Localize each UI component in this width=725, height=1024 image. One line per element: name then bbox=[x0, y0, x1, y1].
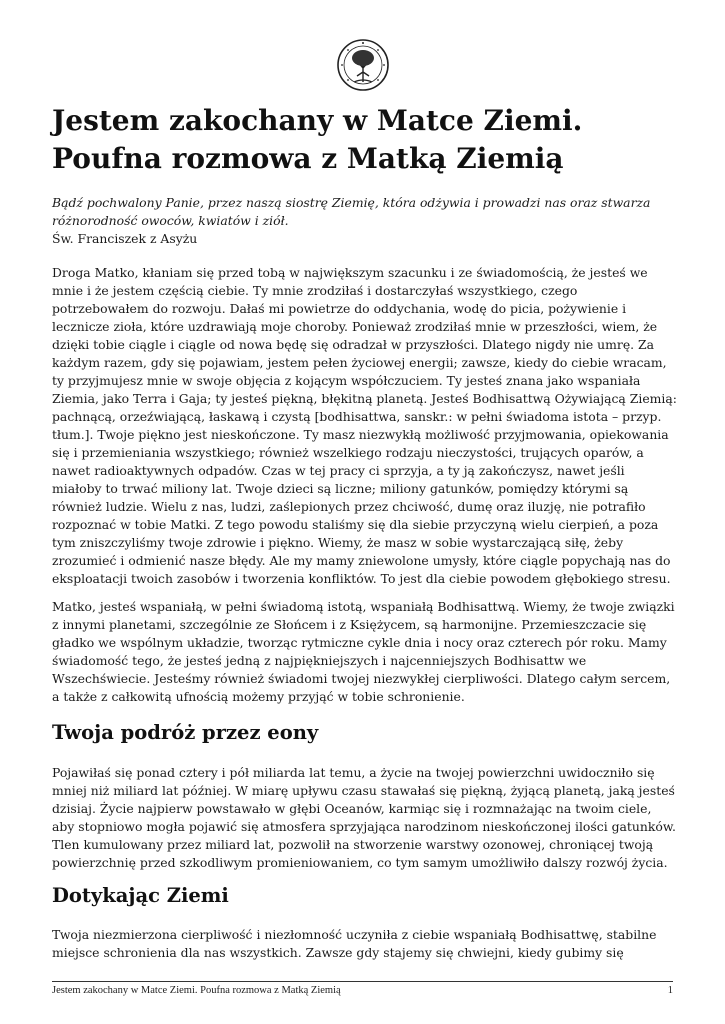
page-number: 1 bbox=[667, 985, 673, 996]
section-paragraph: Twoja niezmierzona cierpliwość i niezłomność uczyniła z ciebie wspaniałą Bodhisattwę, stabilne miejsce schronienia dla nas wszystkich. Zawsze gdy stajemy się chwiejni, kiedy gubimy się bbox=[52, 927, 657, 960]
epigraph-text: Bądź pochwalony Panie, przez naszą siostrę Ziemię, która odżywia i prowadzi nas oraz stwarza różnorodność owoców, kwiatów i ziół. bbox=[52, 195, 651, 228]
epigraph-author: Św. Franciszek z Asyżu bbox=[52, 231, 198, 246]
section-paragraph: Pojawiłaś się ponad cztery i pół miliarda lat temu, a życie na twojej powierzchni uwidoczniło się mniej niż miliard lat później. W miarę upływu czasu stawałaś się piękną, żyjącą planetą, jaką jesteś dzisiaj. Życie najpierw powstawało w głębi Oceanów, karmiąc się i rozmnażając na twoim ciele, aby stopniowo mogła pojawić się atmosfera sprzyjająca narodzinom nieskończonej ilości gatunków. Tlen kumulowany przez miliard lat, pozwolił na stworzenie warstwy ozonowej, chroniącej twoją powierzchnię przed szkodliwym promieniowaniem, co tym samym umożliwiło dalszy rozwój życia. bbox=[52, 765, 676, 870]
section-heading: Twoja podróż przez eony bbox=[52, 721, 319, 744]
article-title: Jestem zakochany w Matce Ziemi. Poufna rozmowa z Matką Ziemią bbox=[52, 104, 583, 175]
tree-seal-icon bbox=[336, 38, 390, 92]
footer-divider bbox=[52, 981, 673, 982]
paragraph: Droga Matko, kłaniam się przed tobą w największym szacunku i ze świadomością, że jesteś we mnie i że jestem częścią ciebie. Ty mnie zrodziłaś i dostarczyłaś wszystkiego, czego potrzebowałem do rozwoju. Dałaś mi powietrze do oddychania, wodę do picia, pożywienie i lecznicze zioła, które uzdrawiają moje choroby. Ponieważ zrodziłaś mnie w przeszłości, wiem, że dzięki tobie ciągle i ciągle od nowa będę się odradzał w przyszłości. Dlatego nigdy nie umrę. Za każdym razem, gdy się pojawiam, jestem pełen życiowej energii; zawsze, kiedy do ciebie wracam, ty przyjmujesz mnie w swoje objęcia z kojącym współczuciem. Ty jesteś znana jako wspaniała Ziemia, jako Terra i Gaja; ty jesteś piękną, błękitną planetą. Jesteś Bodhisattwą Ożywiającą Ziemią: pachnącą, orzeźwiającą, łaskawą i czystą [bodhisattwa, sanskr.: w pełni świadoma istota – przyp. tłum.]. Twoje piękno jest nieskończone. Ty masz niezwykłą możliwość przyjmowania, opiekowania się i przemieniania wszystkiego; również wszelkiego rodzaju nieczystości, trujących oparów, a nawet radioaktywnych odpadów. Czas w tej pracy ci sprzyja, a ty ją zakończysz, nawet jeśli miałoby to trwać miliony lat. Twoje dzieci są liczne; miliony gatunków, pomiędzy którymi są również ludzie. Wielu z nas, ludzi, zaślepionych przez chciwość, dumę oraz iluzję, nie potrafiło rozpoznać w tobie Matki. Z tego powodu staliśmy się dla siebie przyczyną wielu cierpień, a poza tym zniszczyliśmy twoje zdrowie i piękno. Wiemy, że masz w sobie wystarczającą siłę, żeby zrozumieć i odmienić nasze błędy. Ale my mamy zniewolone umysły, które ciągle popychają nas do eksploatacji twoich zasobów i tworzenia konfliktów. To jest dla ciebie powodem głębokiego stresu. bbox=[52, 265, 677, 586]
footer-title: Jestem zakochany w Matce Ziemi. Poufna rozmowa z Matką Ziemią bbox=[52, 985, 341, 996]
epigraph bbox=[52, 194, 667, 248]
section-heading: Dotykając Ziemi bbox=[52, 884, 229, 907]
paragraph: Matko, jesteś wspaniałą, w pełni świadomą istotą, wspaniałą Bodhisattwą. Wiemy, że twoje związki z innymi planetami, szczególnie ze Słońcem i z Księżycem, są harmonijne. Przemieszczacie się gładko we wspólnym układzie, tworząc rytmiczne cykle dnia i nocy oraz czterech pór roku. Mamy świadomość tego, że jesteś jedną z najpiękniejszych i najcenniejszych Bodhisattw we Wszechświecie. Jesteśmy również świadomi twojej niezwykłej cierpliwości. Dlatego całym sercem, a także z całkowitą ufnością możemy przyjąć w tobie schronienie. bbox=[52, 599, 675, 704]
